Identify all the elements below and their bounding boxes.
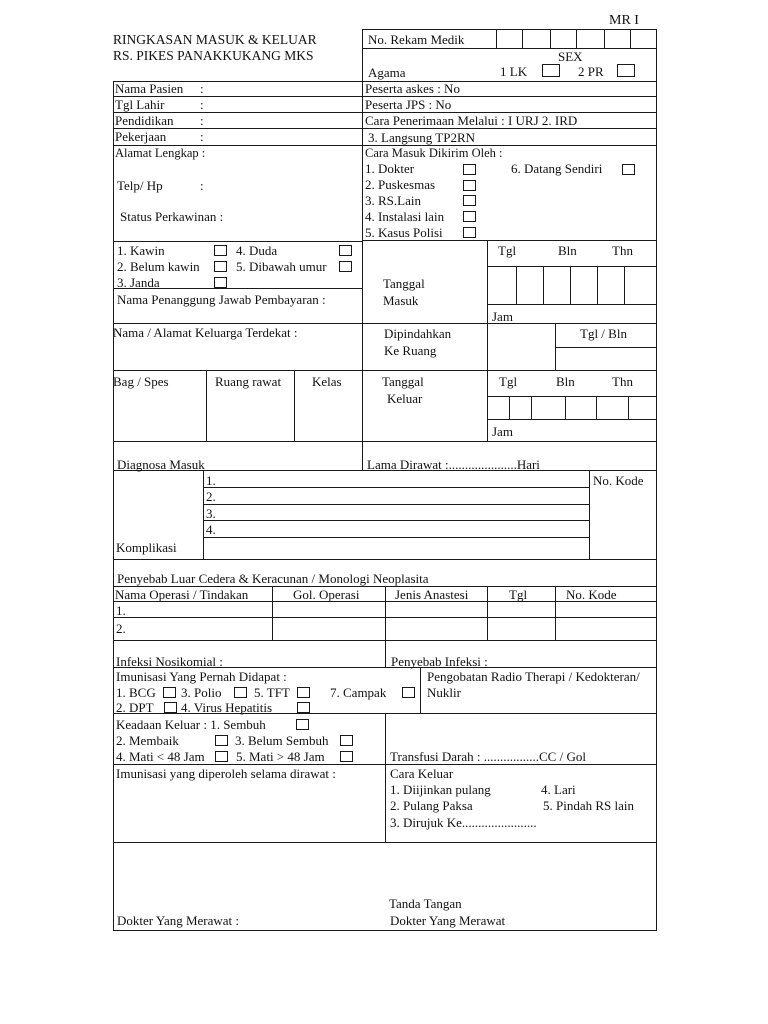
kasus-polisi-option: 5. Kasus Polisi bbox=[365, 225, 443, 240]
diagnosa-item-4: 4. bbox=[206, 522, 216, 537]
infeksi-nosokomial-label: Infeksi Nosikomial : bbox=[116, 654, 223, 669]
polio-checkbox[interactable] bbox=[234, 687, 247, 698]
form-title: RINGKASAN MASUK & KELUAR bbox=[113, 32, 317, 47]
hepatitis-label: 4. Virus Hepatitis bbox=[181, 700, 273, 715]
telp-colon: : bbox=[200, 178, 204, 193]
pendidikan-label: Pendidikan bbox=[115, 113, 174, 128]
bcg-checkbox[interactable] bbox=[163, 687, 176, 698]
mati-kurang-48-label: 4. Mati < 48 Jam bbox=[116, 749, 205, 764]
tanggal-keluar-label-2: Keluar bbox=[387, 391, 423, 406]
pekerjaan-label: Pekerjaan bbox=[115, 129, 167, 144]
belum-sembuh-label: 3. Belum Sembuh bbox=[235, 733, 329, 748]
penyebab-luar-label: Penyebab Luar Cedera & Keracunan / Monologi Neoplasita bbox=[117, 571, 429, 586]
masuk-thn-header: Thn bbox=[612, 243, 633, 258]
masuk-jam-label: Jam bbox=[492, 309, 513, 324]
keluar-thn-header: Thn bbox=[612, 374, 633, 389]
peserta-jps: Peserta JPS : No bbox=[365, 97, 452, 112]
agama-label: Agama bbox=[368, 65, 406, 80]
belum-kawin-checkbox[interactable] bbox=[214, 261, 227, 272]
diagnosa-item-1: 1. bbox=[206, 473, 216, 488]
instalasi-option: 4. Instalasi lain bbox=[365, 209, 445, 224]
ruang-rawat-label: Ruang rawat bbox=[215, 374, 282, 389]
komplikasi-label: Komplikasi bbox=[116, 540, 177, 555]
penyebab-infeksi-label: Penyebab Infeksi : bbox=[391, 654, 488, 669]
mati-kurang-48-checkbox[interactable] bbox=[215, 751, 228, 762]
diijinkan-pulang: 1. Diijinkan pulang bbox=[390, 782, 491, 797]
belum-sembuh-checkbox[interactable] bbox=[340, 735, 353, 746]
pindah-rs-lain: 5. Pindah RS lain bbox=[543, 798, 635, 813]
membaik-label: 2. Membaik bbox=[116, 733, 179, 748]
dibawah-umur-label: 5. Dibawah umur bbox=[236, 259, 327, 274]
transfusi-darah-label: Transfusi Darah : .................CC / Gol bbox=[390, 749, 586, 764]
mati-lebih-48-checkbox[interactable] bbox=[340, 751, 353, 762]
lari-option: 4. Lari bbox=[541, 782, 576, 797]
operasi-tgl-header: Tgl bbox=[509, 587, 528, 602]
status-perkawinan-label: Status Perkawinan : bbox=[120, 209, 224, 224]
bag-spes-label: Bag / Spes bbox=[113, 374, 169, 389]
keluar-jam-label: Jam bbox=[492, 424, 513, 439]
form-code: MR I bbox=[609, 13, 639, 28]
sex-pr-label: 2 PR bbox=[578, 64, 604, 79]
rekam-medik-label: No. Rekam Medik bbox=[368, 32, 465, 47]
radio-therapi-label: Pengobatan Radio Therapi / Kedokteran/ bbox=[427, 669, 640, 684]
kelas-label: Kelas bbox=[312, 374, 342, 389]
dipindahkan-label: Dipindahkan bbox=[384, 326, 452, 341]
dokter-checkbox[interactable] bbox=[463, 164, 476, 175]
hepatitis-checkbox[interactable] bbox=[297, 702, 310, 713]
lama-dirawat-label: Lama Dirawat :.....................Hari bbox=[367, 457, 540, 472]
puskesmas-option: 2. Puskesmas bbox=[365, 177, 436, 192]
dirujuk-ke: 3. Dirujuk Ke....................... bbox=[390, 815, 537, 830]
keadaan-keluar-label: Keadaan Keluar : 1. Sembuh bbox=[116, 717, 266, 732]
nama-operasi-header: Nama Operasi / Tindakan bbox=[115, 587, 249, 602]
keluarga-terdekat-label: Nama / Alamat Keluarga Terdekat : bbox=[113, 325, 298, 340]
dokter-option: 1. Dokter bbox=[365, 161, 415, 176]
duda-label: 4. Duda bbox=[236, 243, 278, 258]
campak-label: 7. Campak bbox=[330, 685, 387, 700]
ke-ruang-label: Ke Ruang bbox=[384, 343, 437, 358]
pulang-paksa: 2. Pulang Paksa bbox=[390, 798, 473, 813]
pekerjaan-colon: : bbox=[200, 129, 204, 144]
kasus-polisi-checkbox[interactable] bbox=[463, 227, 476, 238]
dokter-merawat-label: Dokter Yang Merawat : bbox=[117, 913, 240, 928]
tft-label: 5. TFT bbox=[254, 685, 290, 700]
sex-lk-checkbox[interactable] bbox=[542, 64, 560, 77]
janda-label: 3. Janda bbox=[117, 275, 160, 290]
diagnosa-item-2: 2. bbox=[206, 489, 216, 504]
gol-operasi-header: Gol. Operasi bbox=[293, 587, 360, 602]
sex-label: SEX bbox=[558, 49, 583, 64]
radio-therapi-label-2: Nuklir bbox=[427, 685, 461, 700]
jenis-anastesi-header: Jenis Anastesi bbox=[395, 587, 469, 602]
keluar-tgl-header: Tgl bbox=[499, 374, 518, 389]
membaik-checkbox[interactable] bbox=[215, 735, 228, 746]
dibawah-umur-checkbox[interactable] bbox=[339, 261, 352, 272]
imunisasi-label: Imunisasi Yang Pernah Didapat : bbox=[116, 669, 287, 684]
operasi-row-2: 2. bbox=[116, 621, 126, 636]
langsung-tp2rn: 3. Langsung TP2RN bbox=[368, 130, 476, 145]
tanggal-keluar-label: Tanggal bbox=[382, 374, 424, 389]
tanggal-masuk-label-2: Masuk bbox=[383, 293, 419, 308]
belum-kawin-label: 2. Belum kawin bbox=[117, 259, 200, 274]
masuk-bln-header: Bln bbox=[558, 243, 577, 258]
diagnosa-item-3: 3. bbox=[206, 506, 216, 521]
janda-checkbox[interactable] bbox=[214, 277, 227, 288]
nama-pasien-label: Nama Pasien bbox=[115, 81, 184, 96]
nama-pasien-colon: : bbox=[200, 81, 204, 96]
rs-lain-checkbox[interactable] bbox=[463, 195, 476, 206]
keluar-bln-header: Bln bbox=[556, 374, 575, 389]
datang-sendiri-checkbox[interactable] bbox=[622, 164, 635, 175]
pendidikan-colon: : bbox=[200, 113, 204, 128]
peserta-askes: Peserta askes : No bbox=[365, 81, 460, 96]
kawin-label: 1. Kawin bbox=[117, 243, 165, 258]
tgl-lahir-label: Tgl Lahir bbox=[115, 97, 165, 112]
cara-penerimaan: Cara Penerimaan Melalui : I URJ 2. IRD bbox=[365, 113, 578, 128]
hospital-name: RS. PIKES PANAKKUKANG MKS bbox=[113, 48, 314, 63]
datang-sendiri-option: 6. Datang Sendiri bbox=[511, 161, 603, 176]
sex-pr-checkbox[interactable] bbox=[617, 64, 635, 77]
polio-label: 3. Polio bbox=[181, 685, 222, 700]
dpt-label: 2. DPT bbox=[116, 700, 154, 715]
instalasi-checkbox[interactable] bbox=[463, 211, 476, 222]
operasi-row-1: 1. bbox=[116, 603, 126, 618]
tanggal-masuk-label: Tanggal bbox=[383, 276, 425, 291]
rs-lain-option: 3. RS.Lain bbox=[365, 193, 421, 208]
operasi-no-kode-header: No. Kode bbox=[566, 587, 617, 602]
sex-lk-label: 1 LK bbox=[500, 64, 528, 79]
sembuh-checkbox[interactable] bbox=[296, 719, 309, 730]
diagnosa-no-kode-label: No. Kode bbox=[593, 473, 644, 488]
cara-masuk-label: Cara Masuk Dikirim Oleh : bbox=[365, 146, 503, 160]
bcg-label: 1. BCG bbox=[116, 685, 156, 700]
alamat-label: Alamat Lengkap : bbox=[115, 146, 206, 160]
mati-lebih-48-label: 5. Mati > 48 Jam bbox=[236, 749, 325, 764]
penanggung-jawab-label: Nama Penanggung Jawab Pembayaran : bbox=[117, 292, 326, 307]
tft-checkbox[interactable] bbox=[297, 687, 310, 698]
imunisasi-dirawat-label: Imunisasi yang diperoleh selama dirawat : bbox=[116, 766, 336, 781]
telp-label: Telp/ Hp bbox=[117, 178, 163, 193]
kawin-checkbox[interactable] bbox=[214, 245, 227, 256]
tgl-bln-label: Tgl / Bln bbox=[580, 326, 627, 341]
dokter-merawat-signature-label: Dokter Yang Merawat bbox=[390, 913, 506, 928]
diagnosa-masuk-label: Diagnosa Masuk bbox=[117, 457, 205, 472]
tgl-lahir-colon: : bbox=[200, 97, 204, 112]
campak-checkbox[interactable] bbox=[402, 687, 415, 698]
tanda-tangan-label: Tanda Tangan bbox=[389, 896, 462, 911]
puskesmas-checkbox[interactable] bbox=[463, 180, 476, 191]
masuk-tgl-header: Tgl bbox=[498, 243, 517, 258]
cara-keluar-label: Cara Keluar bbox=[390, 766, 454, 781]
dpt-checkbox[interactable] bbox=[164, 702, 177, 713]
duda-checkbox[interactable] bbox=[339, 245, 352, 256]
